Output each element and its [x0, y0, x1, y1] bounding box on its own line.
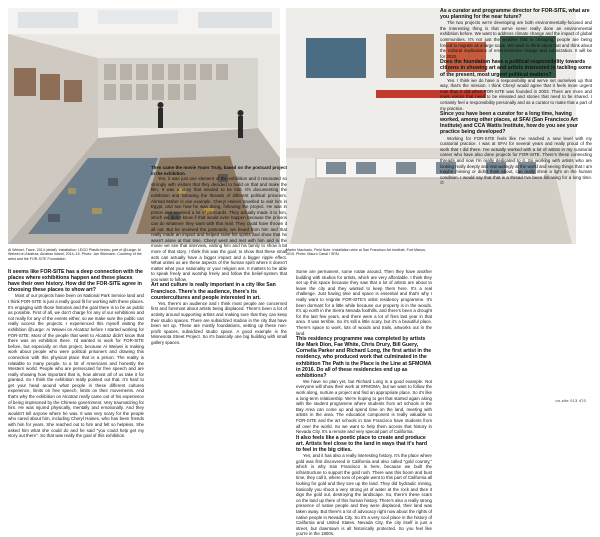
answer-paragraph: We have no plan yet, but Richard Long is a good example. Not everyone will show their work at SFMOMA, but we want to follow the work along, nurture a project and find an appropriate place. So it's like a long-term relationship. We're hoping to get that started again along with the student programme where students from art schools in the Bay Area can come up and spend time on the land, meeting with artists in the area. The education component is really valuable to FOR-SITE and the art schools in San Francisco have students from all over the world. So we want to help them access that history in Nevada City. It's a remote and very special part of California.	[296, 378, 432, 435]
question-heading: It also feels like a poetic place to create and produce art. Artists feel close to the land in ways that it's hard to feel in the big cities.	[296, 434, 428, 453]
answer-paragraph: Yes, there's an audience and I think most people are concerned first and foremost about artists being displaced. There's been a lot of activity around supporting artists and making sure that they can keep their studio spaces. There are subsidized studios in the city that have been set up. These are mostly foundations, setting up these non-profit spaces, subsidized studio space. A good example is the Minnesota Street Project. So it's basically one big building with small gallery spaces.	[151, 300, 287, 345]
question-heading: Then came the movie Yours Truly, based on the postcard project in the exhibition.	[151, 165, 287, 176]
answer-paragraph: Yes, it was just one element of the exhibition and it resonated so strongly with visitors that they decided to build on that and make the film. It was a story that needed to be told. It's documenting the exhibition and following the threads of different political prisoners. Ahmad Maher is one example. Cheryl Haines travelled to visit him in Egypt, and see how he was doing, following the project. He was in prison and received a lot of postcards. They actually made it to him, which we didn't know if that would even happen because the prisons can do whatever they want with that mail. They could have thrown it all out. But he received the postcards, we heard from him and that really made an impact and helped raise his spirits and show that he wasn't alone at that time. Cheryl went and met with him and in the movie we see that interview, visiting him and his family to show a bit more of that story. I think this was the goal: to show that these small acts can actually have a bigger impact and a bigger ripple effect. What unites us are these aspects of the human spirit where it doesn't matter what your nationality or your religion are. It matters to be able to speak freely and worship freely and follow the belief-system that you want to follow.	[151, 176, 287, 282]
question-heading: Does the foundation have a political responsibility towards citizens in showing art and artists interested in tackling some of the present, most urgent political matters?	[440, 59, 592, 78]
answer-paragraph: Yes, and it has also a really interesting history. It's the place where gold was first discovered in California and also called "gold country," which is why San Francisco is here, because we built the infrastructure to support the gold rush. There was this boom and bust time, they call it, where tons of people went to this part of California all looking for gold and they tore up the land. They did hydraulic mining, basically you shoot a very strong jet of water at the rock and then it digs the gold out, destroying the landscape. So, there's these scars on the land up there of this human history. There's also a really strong presence of native people and they were displaced, their land was taken away. But there's a lot of advocacy right now about the rights of native people in Nevada City. So it's a very cool place in the history of California and United States. Nevada City, the city itself is just a street, but downtown is all historically protected. So you feel like you're in the 1800s.	[296, 453, 432, 537]
answer-paragraph: The two projects we're developing are both environmentally-focused and the interesting thing is that we've never really done an environmental exhibition before. We want to address climate change and the impact of global communities. It's not just the weather that is changing, people are being forced to migrate as a large scale. We want to think about that and think about the cultural implications of environmental change and colonization. It will be for 2020.	[440, 20, 592, 59]
left-photo-caption: Ai Weiwei, Trace, 2014 (detail). Installation: LEGO Plastic bricks; part of @Large: Ai Weiwei on Alcatraz, Alcatraz Island, 2014–15. Photo: Jan Stürmann. Courtesy of the artist and the FOR-SITE Foundation	[8, 248, 142, 261]
right-photo-caption: Martín Machado, Field Note. Installation view at San Francisco Art Institute, Fort Mason, 2015. Photo: Mauro Canal / SFAI	[286, 248, 426, 257]
question-heading: As a curator and programme director for FOR-SITE, what are you planning for the near future?	[440, 8, 590, 21]
text-column-1	[8, 269, 144, 439]
answer-paragraph: Yes. I think we do have a responsibility and we've set ourselves up that way, that's the mission. I think Cheryl would agree that it feels more urgent now than it did when FOR-SITE was founded in 2003. There are more and more voices that need to be elevated and stories that need to be shared. I certainly feel a responsibility personally and as a curator to make that a part of my practice.	[440, 77, 592, 111]
page-footer: on-site 013 470	[555, 398, 586, 403]
text-column-2	[151, 165, 287, 397]
text-column-4	[440, 8, 592, 397]
question-heading: This residency programme was completed by artists like Mark Dion, Fae White, Chris Drury, Bill Guery, Cornelia Parker and Richard Long, the first artist in the residency, who produced work that culminated in the exhibition The Path is the Place is the Line at SFMOMA in 2016. Do all of these residencies end up as exhibitions?	[296, 336, 432, 379]
text-column-3-body	[296, 269, 432, 537]
question-heading: Since you have been a curator for a long time, having worked, among other places, at SFAI (San Francisco Art Institute) and CCA Wattis Institute, how do you see your practice being developed?	[440, 111, 578, 136]
question-heading: It seems like FOR-SITE has a deep connection with the places where exhibitions happen and these places have their own history. How did the FOR-SITE agree in choosing these places to show art?	[8, 269, 143, 294]
answer-paragraph: Some are permanent, some rotate around. Then they have another building with studios for artists, which are very affordable. I think they set up this space because they saw that a lot of artists are about to leave the city and they wanted to keep them here. It's a real challenge. Just having time and space is essential and that's why I really want to reignite FOR-SITE's artist residency programme. It's been dormant for a little while because our property is in the woods. It's up north in the Sierra Nevada foothills, and there's been a drought for the last few years, and there were a lot of fires last year in that area. It was terrible. So it's still a little scary, but it's a beautiful place. There's space to work, lots of woods and trails, artworks out in the land.	[296, 269, 432, 336]
question-heading: Art and culture is really important in a city like San Francisco. There's the audience, there's its countercultures and people interested in art.	[151, 282, 276, 301]
answer-paragraph: Most of our projects have been on National Park Service land and I think FOR-SITE is just a really good fit for working with these places. It's engaging with those histories and the goal there is to be as public as possible. First of all, we don't charge for any of our exhibitions and not really for any of the events either, so we make sure the public can really access the projects. I experienced this myself visiting the exhibition @Large: Ai Weiwei on Alcatraz before I started working for FOR-SITE. Most of the people that went to Alcatraz didn't know that there was an exhibition there. I'd wanted to work for FOR-SITE before, but especially on that project, because Ai Weiwei is making work about people who were political prisoners and drawing this connection with this physical place that is a prison. The reality is relatable to many people, to a lot of Americans and honestly the Western world. People who are persecuted for free speech and are really showing how important that is, how almost all of us take it for granted. So I think the exhibition really pointed out that. It's hard to get your head around what people in these different cultures experience, limits on free speech, limits on their movements. And that's why the exhibition on Alcatraz really came out of his experience of being imprisoned by the Chinese government. Very traumatizing for him. He was injured physically, mentally and emotionally. And they wouldn't tell anyone where he was. It was very scary for the people who cared about him, including Cheryl Haines, who has been friends with him for years. She reached out to him and felt so helpless. She asked him what she could do and he said "you could help get my story out there". So that was really the goal of this exhibition.	[8, 293, 144, 439]
answer-paragraph: Working for FOR-SITE feels like I've reached a new level with my curatorial practice. I was at SFAI for several years and really proud of the work that I did there. I've actually worked with a lot of artists in my curatorial career who have also done projects for FOR-SITE. There's these connecting threads and now I'm really dedicated to it. So working with artists who are looking really deeply and insinuatingly at the world and seeing things that I am maybe missing or didn't think about, can really shine a light on the human condition. I would say that that is a thread I've been following for a long time. ∅	[440, 135, 592, 186]
